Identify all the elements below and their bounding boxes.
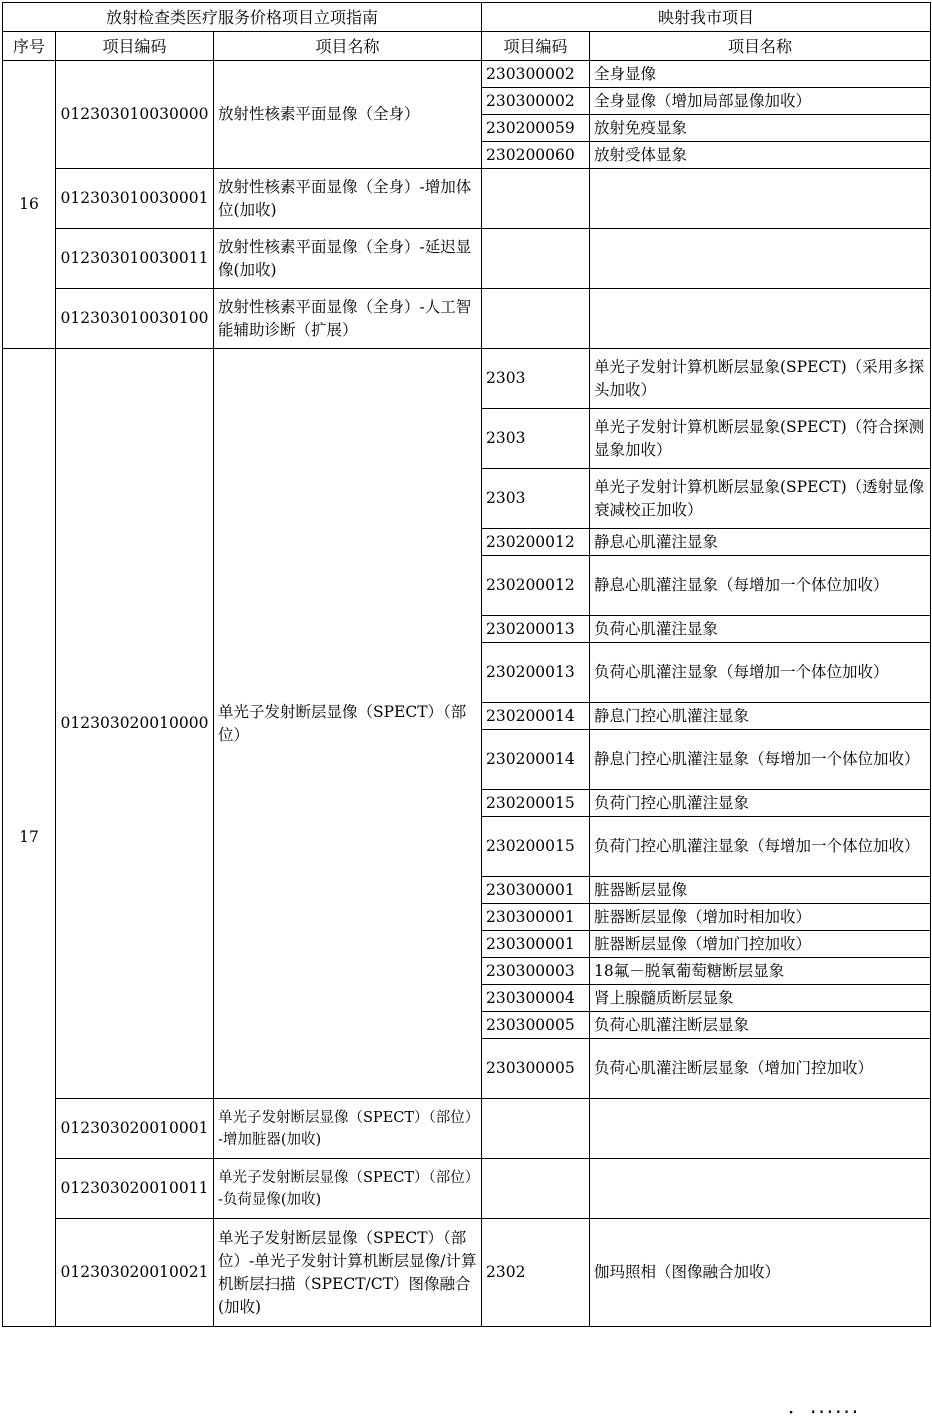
mapped-name-cell: 负荷心肌灌注断层显象 — [590, 1012, 931, 1039]
mapped-code-cell: 230300004 — [482, 985, 590, 1012]
mapped-code-cell: 230200014 — [482, 730, 590, 790]
table-row — [3, 1159, 931, 1219]
pricing-mapping-table — [2, 2, 931, 1327]
mapped-name-cell: 伽玛照相（图像融合加收） — [590, 1219, 931, 1327]
mapped-code-cell: 230200013 — [482, 616, 590, 643]
mapped-name-cell: 全身显像 — [590, 61, 931, 88]
mapped-code-cell: 230200013 — [482, 643, 590, 703]
item-code-cell: 012303010030000 — [56, 61, 214, 169]
mapped-name-cell: 脏器断层显像 — [590, 877, 931, 904]
mapped-code-cell: 2303 — [482, 349, 590, 409]
item-code-cell: 012303010030011 — [56, 229, 214, 289]
mapped-name-cell: 18氟－脱氧葡萄糖断层显象 — [590, 958, 931, 985]
right-group-header: 映射我市项目 — [482, 3, 931, 32]
item-name-cell: 单光子发射断层显像（SPECT）（部位）-负荷显像(加收) — [214, 1159, 482, 1219]
mapped-name-cell: 放射免疫显象 — [590, 115, 931, 142]
mapped-code-cell: 230200059 — [482, 115, 590, 142]
mapped-name-cell: 肾上腺髓质断层显象 — [590, 985, 931, 1012]
mapped-code-cell — [482, 1159, 590, 1219]
table-row — [3, 229, 931, 289]
mapped-code-cell: 230200015 — [482, 790, 590, 817]
mapped-code-cell — [482, 1099, 590, 1159]
item-code-cell: 012303020010000 — [56, 349, 214, 1099]
mapped-code-cell: 230300003 — [482, 958, 590, 985]
table-row — [3, 169, 931, 229]
mapped-code-cell — [482, 169, 590, 229]
item-name-cell: 单光子发射断层显像（SPECT）（部位）-单光子发射计算机断层显像/计算机断层扫描（SPECT/CT）图像融合(加收) — [214, 1219, 482, 1327]
item-code-cell: 012303020010011 — [56, 1159, 214, 1219]
mapped-code-cell: 230200014 — [482, 703, 590, 730]
table-row — [3, 289, 931, 349]
mapped-name-cell — [590, 289, 931, 349]
table-row — [3, 1099, 931, 1159]
mapped-name-cell: 单光子发射计算机断层显象(SPECT)（符合探测显象加收） — [590, 409, 931, 469]
mapped-name-cell: 静息心肌灌注显象 — [590, 529, 931, 556]
mapped-code-cell: 230200012 — [482, 529, 590, 556]
table-row — [3, 1219, 931, 1327]
mapped-name-cell: 静息门控心肌灌注显象 — [590, 703, 931, 730]
seq-cell: 16 — [3, 61, 56, 349]
mapped-name-cell: 负荷心肌灌注显象（每增加一个体位加收） — [590, 643, 931, 703]
col-code-header: 项目编码 — [56, 32, 214, 61]
mapped-code-cell: 230200015 — [482, 817, 590, 877]
item-code-cell: 012303020010021 — [56, 1219, 214, 1327]
mapped-code-cell: 230300001 — [482, 904, 590, 931]
col-map-name-header: 项目名称 — [590, 32, 931, 61]
mapped-code-cell: 230300005 — [482, 1012, 590, 1039]
mapped-name-cell: 负荷心肌灌注显象 — [590, 616, 931, 643]
mapped-code-cell: 230300002 — [482, 88, 590, 115]
mapped-name-cell: 单光子发射计算机断层显象(SPECT)（采用多探头加收） — [590, 349, 931, 409]
mapped-code-cell: 230300001 — [482, 877, 590, 904]
mapped-name-cell: 单光子发射计算机断层显象(SPECT)（透射显像衰减校正加收） — [590, 469, 931, 529]
mapped-code-cell: 230200060 — [482, 142, 590, 169]
mapped-name-cell: 负荷门控心肌灌注显象 — [590, 790, 931, 817]
mapped-name-cell: 负荷门控心肌灌注显象（每增加一个体位加收） — [590, 817, 931, 877]
left-group-header: 放射检查类医疗服务价格项目立项指南 — [3, 3, 482, 32]
item-name-cell: 单光子发射断层显像（SPECT）（部位）-增加脏器(加收) — [214, 1099, 482, 1159]
mapped-code-cell: 230300005 — [482, 1039, 590, 1099]
item-name-cell: 放射性核素平面显像（全身）-人工智能辅助诊断（扩展） — [214, 289, 482, 349]
mapped-name-cell — [590, 1159, 931, 1219]
seq-cell: 17 — [3, 349, 56, 1327]
mapped-name-cell: 负荷心肌灌注断层显象（增加门控加收） — [590, 1039, 931, 1099]
item-name-cell: 单光子发射断层显像（SPECT）（部位） — [214, 349, 482, 1099]
item-name-cell: 放射性核素平面显像（全身） — [214, 61, 482, 169]
mapped-name-cell — [590, 1099, 931, 1159]
col-name-header: 项目名称 — [214, 32, 482, 61]
mapped-name-cell: 全身显像（增加局部显像加收） — [590, 88, 931, 115]
mapped-code-cell: 230300002 — [482, 61, 590, 88]
col-seq-header: 序号 — [3, 32, 56, 61]
item-name-cell: 放射性核素平面显像（全身）-增加体位(加收) — [214, 169, 482, 229]
mapped-name-cell: 放射受体显象 — [590, 142, 931, 169]
mapped-code-cell — [482, 229, 590, 289]
item-name-cell: 放射性核素平面显像（全身）-延迟显像(加收) — [214, 229, 482, 289]
continuation-dots: ．...... — [788, 1394, 861, 1418]
mapped-name-cell — [590, 229, 931, 289]
mapped-name-cell: 脏器断层显像（增加门控加收） — [590, 931, 931, 958]
col-map-code-header: 项目编码 — [482, 32, 590, 61]
table-row — [3, 61, 931, 88]
mapped-code-cell: 230300001 — [482, 931, 590, 958]
mapped-name-cell: 静息心肌灌注显象（每增加一个体位加收） — [590, 556, 931, 616]
mapped-code-cell: 2303 — [482, 409, 590, 469]
item-code-cell: 012303010030100 — [56, 289, 214, 349]
mapped-name-cell — [590, 169, 931, 229]
mapped-name-cell: 脏器断层显像（增加时相加收） — [590, 904, 931, 931]
item-code-cell: 012303010030001 — [56, 169, 214, 229]
mapped-code-cell: 230200012 — [482, 556, 590, 616]
table-row — [3, 349, 931, 409]
mapped-code-cell — [482, 289, 590, 349]
mapped-code-cell: 2302 — [482, 1219, 590, 1327]
mapped-name-cell: 静息门控心肌灌注显象（每增加一个体位加收） — [590, 730, 931, 790]
mapped-code-cell: 2303 — [482, 469, 590, 529]
item-code-cell: 012303020010001 — [56, 1099, 214, 1159]
